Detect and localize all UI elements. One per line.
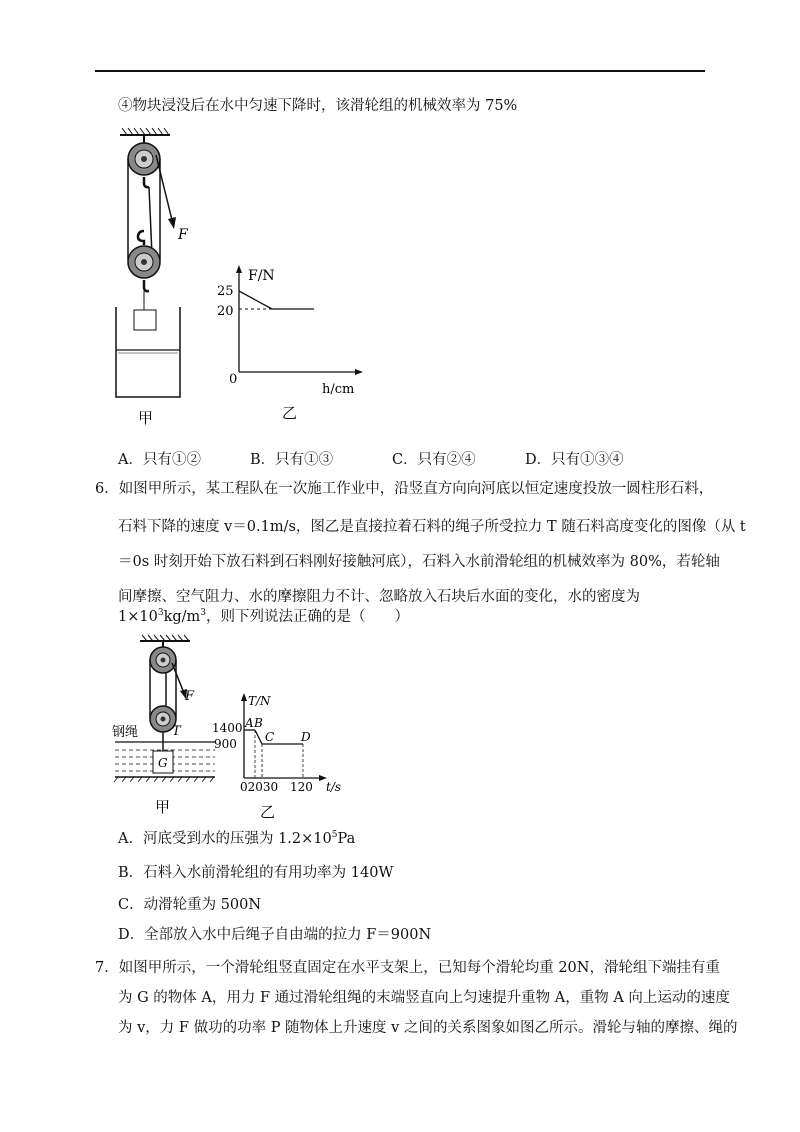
q6-line-4: 间摩擦、空气阻力、水的摩擦阻力不计、忽略放入石块后水面的变化，水的密度为 — [118, 589, 640, 605]
statement-4: ④物块浸没后在水中匀速下降时，该滑轮组的机械效率为 75% — [118, 98, 518, 114]
q6-point-d: D — [301, 730, 311, 744]
q6-xticks: 02030 — [240, 780, 279, 794]
q5-option-d: D．只有①③④ — [525, 452, 624, 468]
q6-ytick-1400: 1400 — [212, 721, 243, 735]
q6-point-b: B — [254, 716, 263, 730]
q5-ylabel: F/N — [248, 268, 275, 284]
q5-force-label: F — [178, 227, 188, 243]
q5-origin: 0 — [229, 372, 238, 387]
q5-curve-falling — [239, 291, 272, 309]
q6-line-5: $1\times 10^3kg/m^3$，则下列说法正确的是（ ） — [118, 608, 409, 625]
q6-point-a: A — [245, 716, 254, 730]
q6-curve-segment-bc — [255, 730, 262, 744]
q5-option-c: C．只有②④ — [392, 452, 476, 468]
q6-caption-jia: 甲 — [155, 798, 171, 816]
q5-option-a: A．只有①② — [118, 452, 201, 468]
q6-point-c: C — [265, 730, 275, 744]
q5-caption-yi: 乙 — [282, 404, 298, 422]
q7-line-2: 为 G 的物体 A，用力 F 通过滑轮组绳的末端竖直向上匀速提升重物 A，重物 A 向上运动的速度 — [118, 990, 730, 1006]
q6-xlabel: t/s — [326, 780, 342, 794]
q7-line-1: 7．如图甲所示，一个滑轮组竖直固定在水平支架上，已知每个滑轮均重 20N，滑轮组下端挂有重 — [95, 960, 720, 976]
q6-option-b: B．石料入水前滑轮组的有用功率为 140W — [118, 865, 394, 881]
q6-force-label: F — [185, 689, 195, 704]
q6-ylabel: T/N — [248, 694, 271, 708]
q6-line-1: 6．如图甲所示，某工程队在一次施工作业中，沿竖直方向向河底以恒定速度投放一圆柱形石料， — [95, 481, 714, 497]
q5-ytick-20: 20 — [217, 304, 234, 319]
q6-caption-yi: 乙 — [260, 803, 276, 821]
q6-line-2: 石料下降的速度 v＝0.1m/s，图乙是直接拉着石料的绳子所受拉力 T 随石料高度变化的图像（从 t — [118, 519, 746, 535]
q6-figure-jia — [110, 633, 220, 823]
q5-caption-jia: 甲 — [138, 409, 154, 427]
top-rule — [95, 70, 705, 72]
q6-weight-label: G — [158, 756, 168, 770]
q6-figure-yi — [212, 690, 362, 825]
q5-figure-jia — [108, 125, 218, 430]
q5-xlabel: h/cm — [322, 382, 355, 397]
q6-option-d: D．全部放入水中后绳子自由端的拉力 F＝900N — [118, 927, 432, 943]
q7-line-3: 为 v，力 F 做功的功率 P 随物体上升速度 v 之间的关系图象如图乙所示。滑轮与轴的摩擦、绳的 — [118, 1020, 738, 1036]
q6-rope-label: 钢绳 — [112, 725, 139, 740]
q6-line-3: ＝0s 时刻开始下放石料到石料刚好接触河底），石料入水前滑轮组的机械效率为 80%，若轮轴 — [118, 554, 720, 570]
q5-option-b: B．只有①③ — [250, 452, 334, 468]
q6-ytick-900: 900 — [214, 737, 237, 751]
q5-ytick-25: 25 — [217, 284, 234, 299]
q6-tension-label: T — [172, 724, 181, 739]
q6-xtick-120: 120 — [290, 780, 313, 794]
q5-figure-yi — [210, 262, 370, 427]
q6-option-c: C．动滑轮重为 500N — [118, 897, 262, 913]
q6-option-a: A．河底受到水的压强为 $1.2\times 10^5Pa$ — [118, 830, 356, 847]
